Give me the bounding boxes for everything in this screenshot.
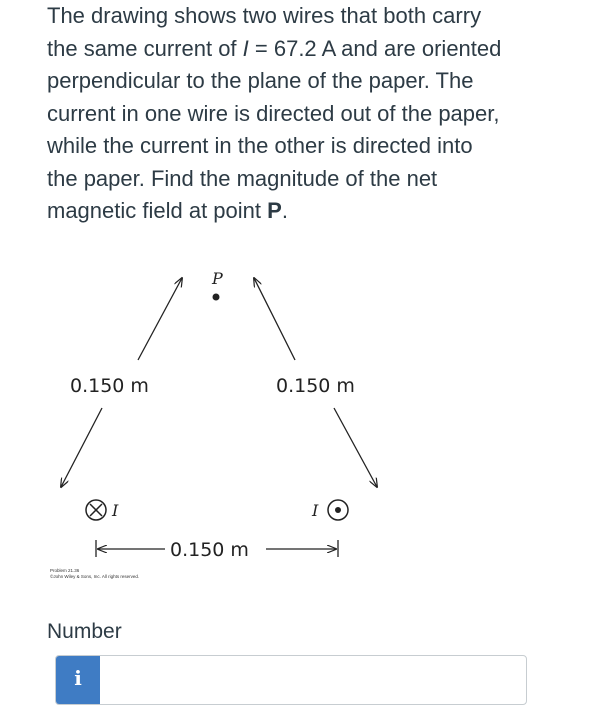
right-dim-arrow-lower xyxy=(334,408,377,487)
question-line-7-post: . xyxy=(281,198,288,223)
bottom-dim-label: 0.150 m xyxy=(170,539,249,561)
answer-field xyxy=(55,655,527,705)
question-line-6: the paper. Find the magnitude of the net xyxy=(47,165,438,191)
question-line-4: current in one wire is directed out of the paper, xyxy=(47,100,500,126)
number-input[interactable] xyxy=(100,656,526,704)
question-text xyxy=(47,0,547,228)
question-line-3: perpendicular to the plane of the paper. The xyxy=(47,68,474,93)
point-p-label: P xyxy=(212,269,223,288)
figure-credit-line-1: Problem 21.36 xyxy=(50,568,80,573)
point-p-dot xyxy=(213,294,220,301)
question-line-5: while the current in the other is directed into xyxy=(47,133,473,158)
number-label: Number xyxy=(47,620,122,643)
question-line-7-pre: magnetic field at point xyxy=(47,198,268,223)
wire-into-page-icon xyxy=(86,500,106,520)
right-dim-arrow-upper xyxy=(254,278,295,360)
info-button[interactable] xyxy=(56,656,100,704)
info-icon: i xyxy=(74,666,82,690)
right-current-label: I xyxy=(312,501,319,520)
point-p-reference: P xyxy=(267,198,282,223)
wire-diagram-svg xyxy=(40,262,400,602)
wire-out-of-page-icon xyxy=(328,500,348,520)
question-line-2-pre: the same current of xyxy=(47,35,243,61)
wire-diagram xyxy=(40,262,400,602)
current-symbol: I xyxy=(242,35,249,61)
left-dim-arrow-upper xyxy=(138,278,182,360)
figure-credit-line-2: ©John Wiley & Sons, Inc. All rights reserved. xyxy=(50,574,140,579)
left-current-label: I xyxy=(112,501,119,520)
question-line-1: The drawing shows two wires that both carry xyxy=(47,3,482,28)
question-line-2-post: = 67.2 A and are oriented xyxy=(248,35,502,61)
left-dim-label: 0.150 m xyxy=(70,375,149,397)
right-dim-label: 0.150 m xyxy=(276,375,355,397)
left-dim-arrow-lower xyxy=(61,408,102,487)
